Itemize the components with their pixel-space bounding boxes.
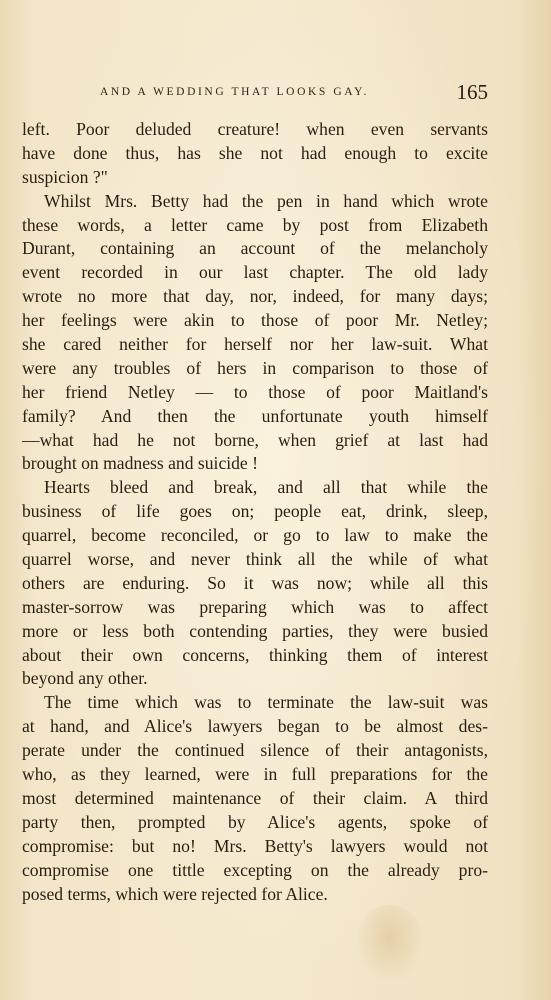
text-line: The time which was to terminate the law-suit was xyxy=(44,692,488,713)
text-line: quarrel, become reconciled, or go to law to make the xyxy=(22,525,488,546)
text-line: wrote no more that day, nor, indeed, for many days; xyxy=(22,286,488,307)
text-line: these words, a letter came by post from Elizabeth xyxy=(22,214,488,235)
text-line: —what had he not borne, when grief at last had xyxy=(22,429,488,450)
text-line: more or less both contending parties, they were busied xyxy=(22,620,488,641)
text-line: brought on madness and suicide ! xyxy=(22,453,259,474)
text-line: beyond any other. xyxy=(22,668,148,689)
body-text xyxy=(22,118,488,906)
text-line: at hand, and Alice's lawyers began to be almost des- xyxy=(22,716,488,737)
page-header xyxy=(22,80,488,104)
text-line: compromise: but no! Mrs. Betty's lawyers would not xyxy=(22,835,488,856)
text-line: her friend Netley — to those of poor Maitland's xyxy=(22,381,488,402)
running-head: AND A WEDDING THAT LOOKS GAY. xyxy=(100,86,370,98)
text-line: who, as they learned, were in full preparations for the xyxy=(22,764,488,785)
text-line: her feelings were akin to those of poor Mr. Netley; xyxy=(22,310,488,331)
text-line: she cared neither for herself nor her law-suit. What xyxy=(22,334,488,355)
text-line: event recorded in our last chapter. The old lady xyxy=(22,262,488,283)
text-line: master-sorrow was preparing which was to affect xyxy=(22,596,488,617)
text-line: about their own concerns, thinking them of interest xyxy=(22,644,488,665)
text-line: party then, prompted by Alice's agents, spoke of xyxy=(22,811,488,832)
text-line: most determined maintenance of their claim. A third xyxy=(22,787,488,808)
paper-stain xyxy=(355,905,425,985)
text-line: business of life goes on; people eat, drink, sleep, xyxy=(22,501,488,522)
text-line: family? And then the unfortunate youth himself xyxy=(22,405,488,426)
text-line: were any troubles of hers in comparison to those of xyxy=(22,357,488,378)
text-line: quarrel worse, and never think all the while of what xyxy=(22,549,488,570)
text-line: others are enduring. So it was now; while all this xyxy=(22,572,488,593)
text-line: Whilst Mrs. Betty had the pen in hand which wrote xyxy=(44,190,488,211)
text-line: perate under the continued silence of their antagonists, xyxy=(22,740,488,761)
text-line: compromise one tittle excepting on the already pro- xyxy=(22,859,488,880)
text-line: Hearts bleed and break, and all that while the xyxy=(44,477,488,498)
text-line: Durant, containing an account of the melancholy xyxy=(22,238,488,259)
text-line: left. Poor deluded creature! when even servants xyxy=(22,119,488,139)
text-line: posed terms, which were rejected for Alice. xyxy=(22,883,328,904)
page-number: 165 xyxy=(456,80,488,104)
text-line: have done thus, has she not had enough to excite xyxy=(22,142,488,163)
text-line: suspicion ?" xyxy=(22,166,108,187)
